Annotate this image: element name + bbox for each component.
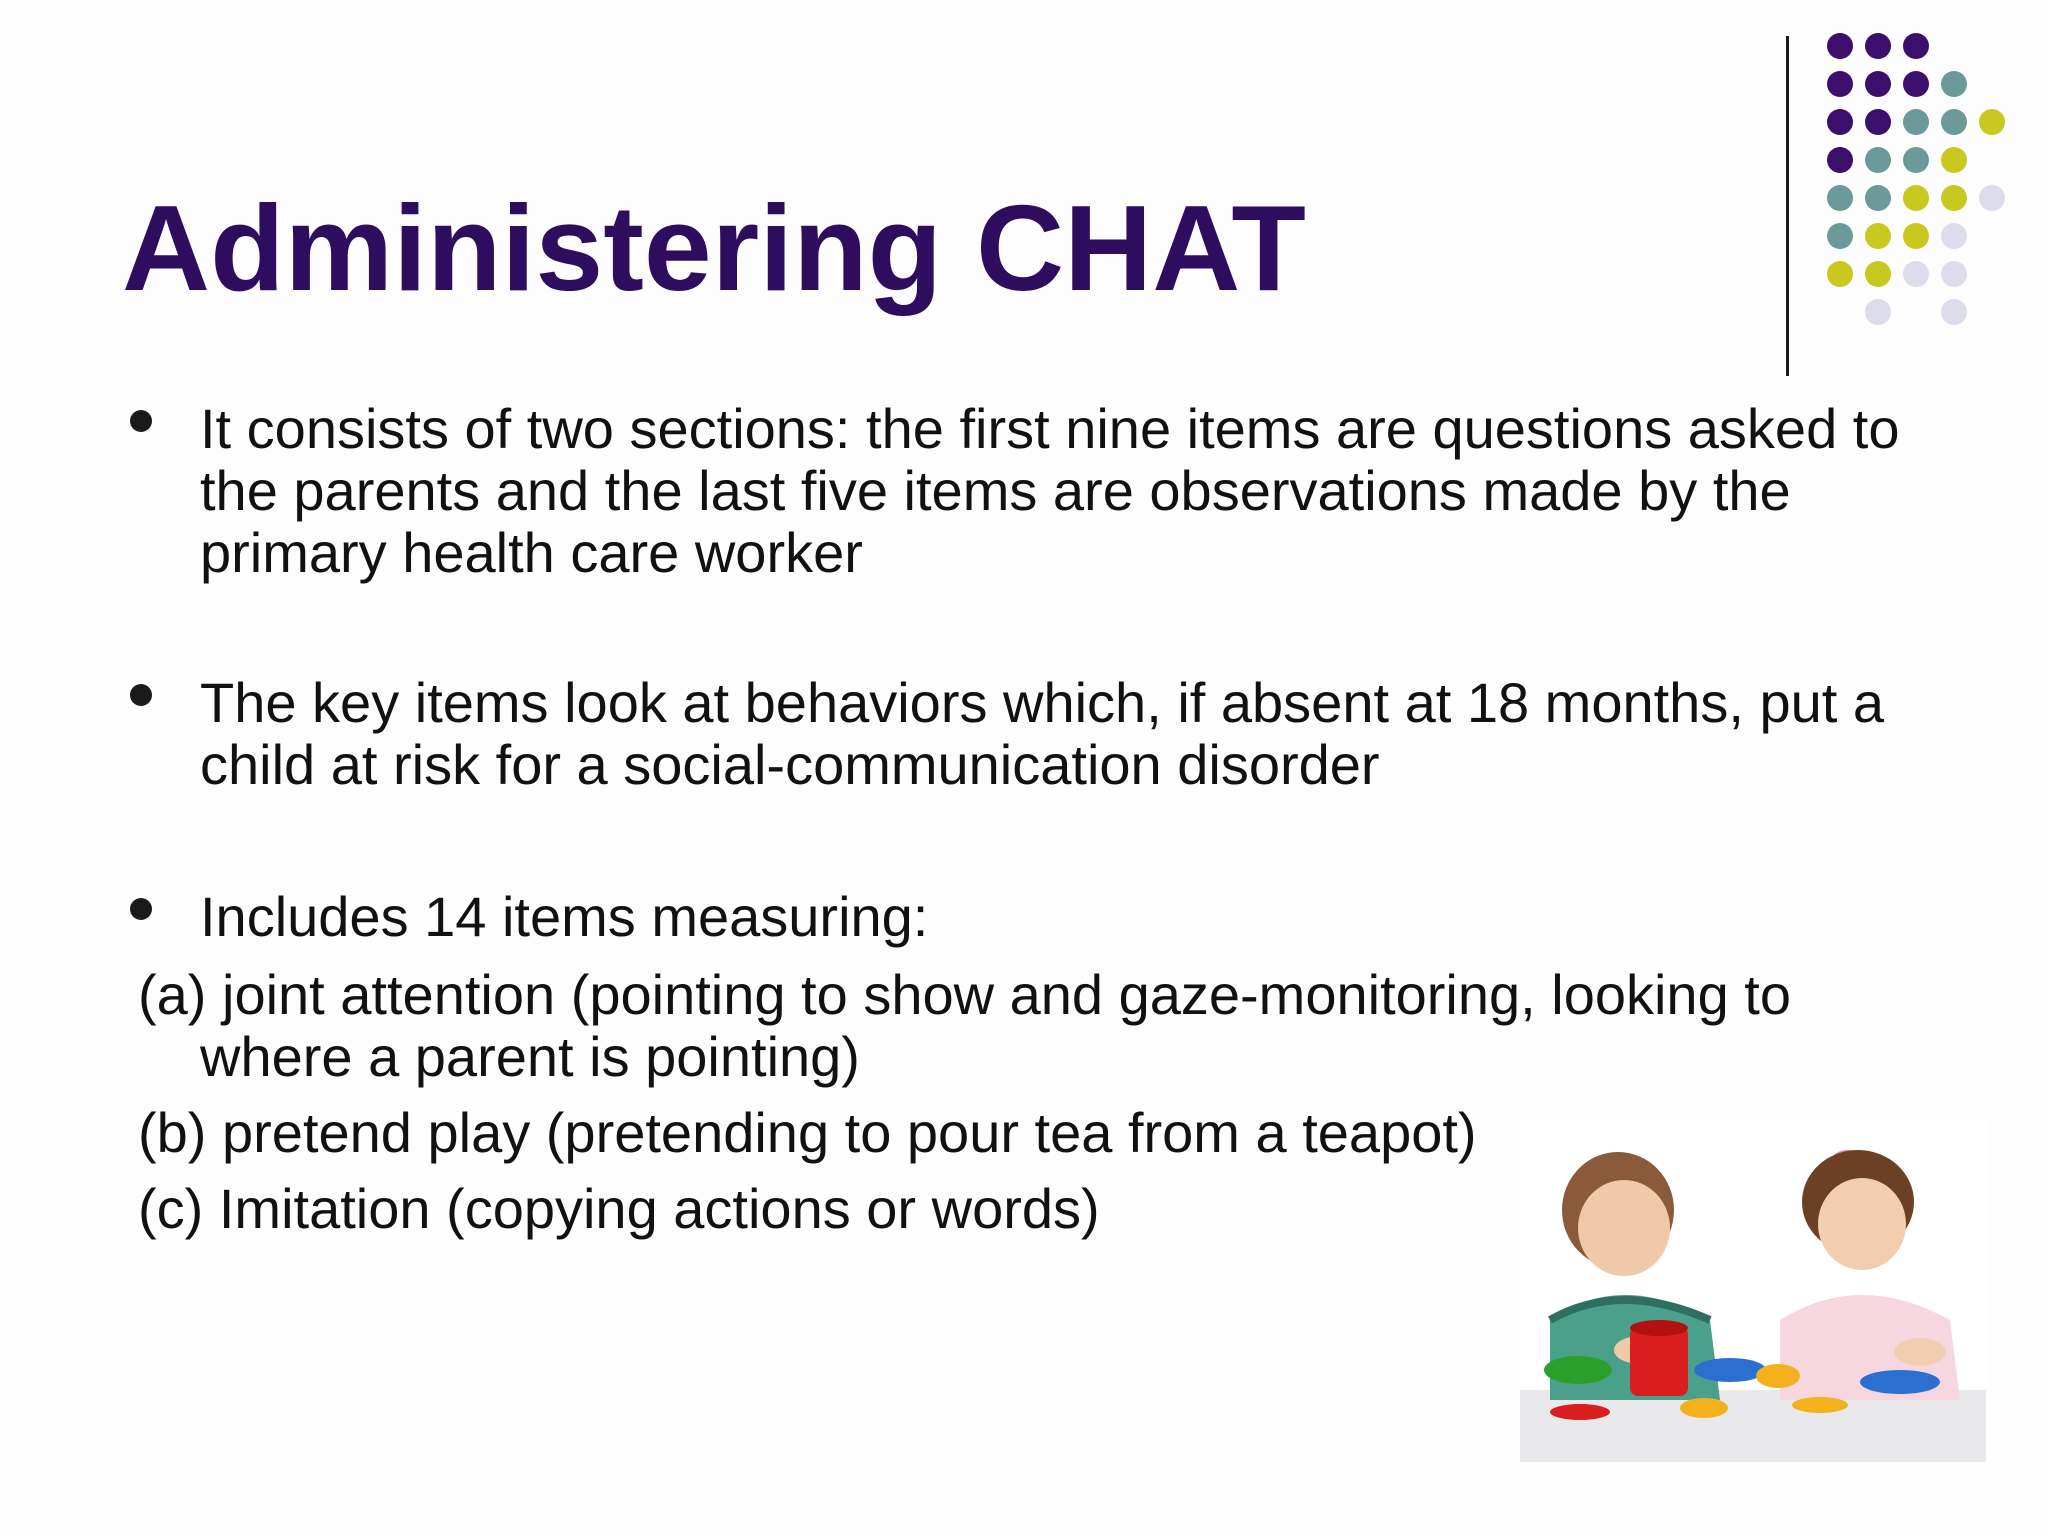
bullet-text: It consists of two sections: the first nine items are questions asked to the parents and the last five items are observations made by the primary health care worker (200, 397, 1900, 584)
slide-title: Administering CHAT (122, 180, 1306, 316)
bullet-dot-icon (130, 684, 152, 706)
girl-figure-icon (1780, 1150, 1960, 1400)
bullet-item (200, 886, 1940, 948)
sub-item: (a) joint attention (pointing to show and gaze-monitoring, looking to where a parent is pointing) (138, 963, 1791, 1088)
bullet-dot-icon (130, 898, 152, 920)
red-cup-icon (1630, 1326, 1688, 1396)
children-playing-illustration-icon (1520, 1120, 1986, 1462)
bullet-dot-icon (130, 410, 152, 432)
bullet-item (200, 398, 1940, 584)
bullet-text: Includes 14 items measuring: (200, 885, 929, 948)
sub-item: (b) pretend play (pretending to pour tea from a teapot) (138, 1101, 1477, 1164)
sub-item: (c) Imitation (copying actions or words) (138, 1177, 1100, 1240)
children-playing-photo (1520, 1120, 1986, 1462)
bullet-item (200, 672, 1940, 796)
bullet-text: The key items look at behaviors which, if absent at 18 months, put a child at risk for a social-communication disorder (200, 671, 1884, 796)
